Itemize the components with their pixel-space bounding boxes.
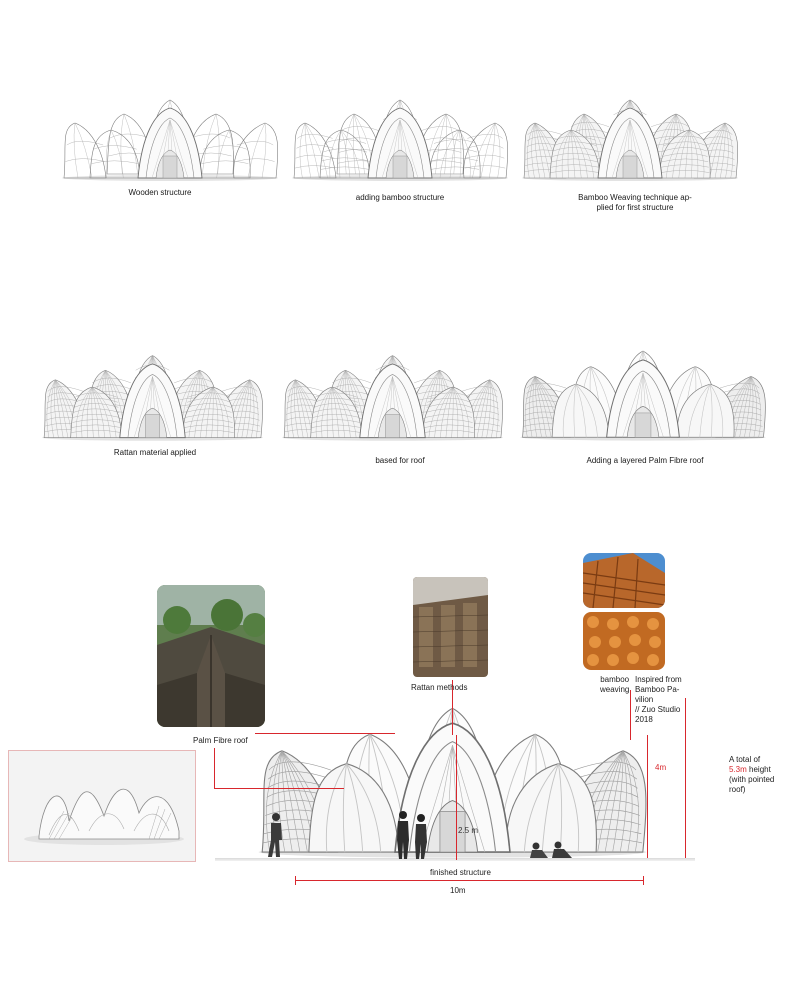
4m-height-line <box>647 735 648 858</box>
inspiration-note: Inspired from Bamboo Pa- vilion // Zuo Studio 2018 <box>635 675 682 724</box>
bamboo-weaving-photo-1 <box>583 553 665 608</box>
step-4-render <box>40 345 265 445</box>
step-6-render <box>518 340 768 445</box>
bamboo-weaving-label: bamboo weaving <box>600 675 630 694</box>
rattan-methods-photo <box>413 577 488 677</box>
width-tick-right <box>643 876 644 885</box>
palm-fibre-roof-label: Palm Fibre roof <box>193 736 248 745</box>
step-2-render <box>290 90 510 185</box>
palm-leader-vertical <box>214 748 215 788</box>
palm-leader-horizontal <box>255 733 395 734</box>
perspective-view <box>8 750 196 862</box>
finished-structure-label: finished structure <box>430 868 491 877</box>
palm-fibre-roof-photo <box>157 585 265 727</box>
step-4-caption: Rattan material applied <box>113 448 197 457</box>
total-height-suffix: height (with pointed roof) <box>729 765 775 794</box>
inner-height-line <box>456 735 457 860</box>
person-walking-figure <box>262 812 292 858</box>
step-3-caption: Bamboo Weaving technique ap- plied for first structure <box>578 193 692 212</box>
step-1-render <box>60 90 280 185</box>
total-height-value: 5.3m <box>729 765 747 774</box>
step-1-caption: Wooden structure <box>128 188 192 197</box>
width-dimension-label: 10m <box>450 886 466 895</box>
people-standing-figures <box>393 810 433 860</box>
ground-line <box>215 858 695 861</box>
step-5-caption: based for roof <box>375 456 425 465</box>
palm-leader-bottom <box>214 788 344 789</box>
step-2-caption: adding bamboo structure <box>355 193 445 202</box>
width-dimension-line <box>295 880 643 881</box>
4m-height-label: 4m <box>655 763 667 772</box>
total-height-prefix: A total of <box>729 755 761 764</box>
step-6-caption: Adding a layered Palm Fibre roof <box>586 456 704 465</box>
people-sitting-figures <box>528 840 573 860</box>
step-3-render <box>520 90 740 185</box>
bamboo-leader <box>630 690 631 740</box>
inner-height-label: 2.5 m <box>458 826 479 835</box>
bamboo-weaving-photo-2 <box>583 612 665 670</box>
total-height-note <box>729 755 799 795</box>
step-5-render <box>280 345 505 445</box>
width-tick-left <box>295 876 296 885</box>
rattan-methods-label: Rattan methods <box>411 683 468 692</box>
